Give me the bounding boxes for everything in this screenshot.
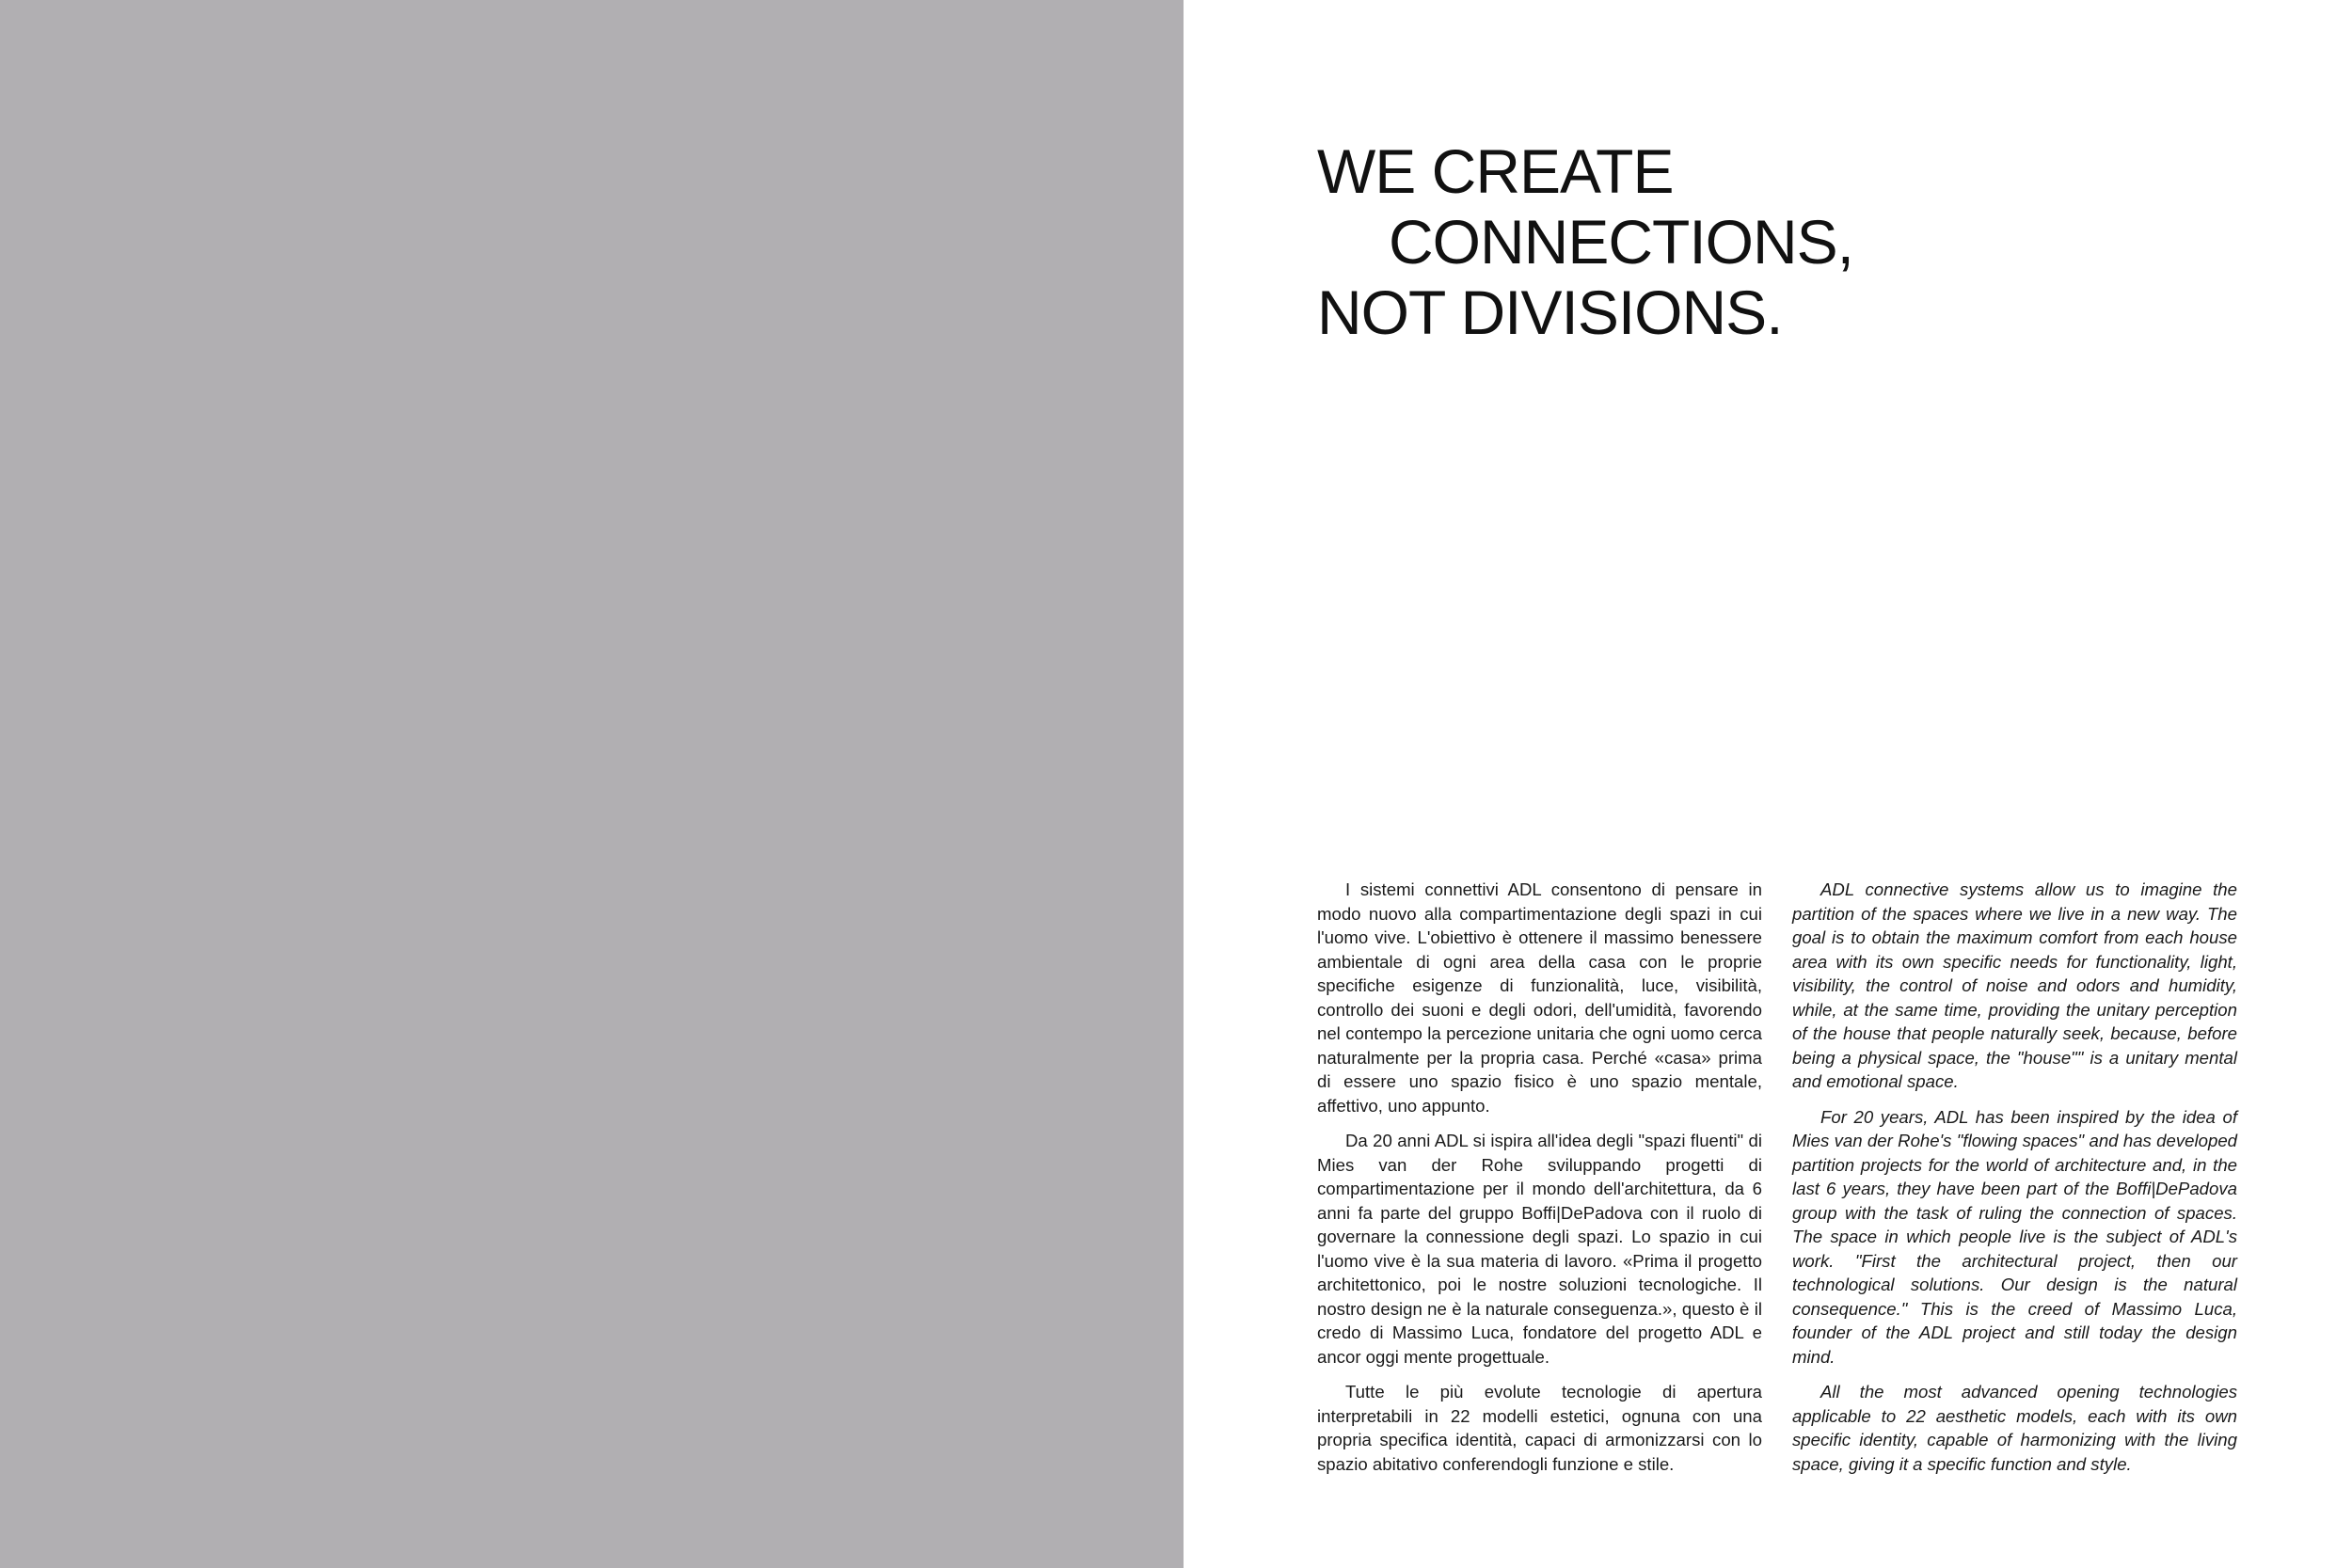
italian-paragraph-3: Tutte le più evolute tecnologie di apertura interpretabili in 22 modelli estetici, ognuna con una propria specifica identità, capaci di armonizzarsi con lo spazio abitativo conferendogli funzione e stile. (1317, 1382, 1762, 1474)
text-page (1184, 0, 2352, 1568)
english-paragraph-3: All the most advanced opening technologies applicable to 22 aesthetic models, each with its own specific identity, capable of harmonizing with the living space, giving it a specific function and style. (1792, 1382, 2237, 1474)
english-paragraph-2: For 20 years, ADL has been inspired by the idea of Mies van der Rohe's "flowing spaces" and has developed partition projects for the world of architecture and, in the last 6 years, they have been part of the Boffi|DePadova group with the task of ruling the connection of spaces. The space in which people live is the subject of ADL's work. "First the architectural project, then our technological solutions. Our design is the natural consequence." This is the creed of Massimo Luca, founder of the ADL project and still today the design mind. (1792, 1106, 2237, 1367)
english-column (1792, 878, 2237, 1487)
italian-paragraph-1: I sistemi connettivi ADL consentono di pensare in modo nuovo alla compartimentazione degli spazi in cui l'uomo vive. L'obiettivo è ottenere il massimo benessere ambientale di ogni area della casa con le proprie specifiche esigenze di funzionalità, luce, visibilità, controllo dei suoni e degli odori, dell'umidità, favorendo nel contempo la percezione unitaria che ogni uomo cerca naturalmente per la propria casa. Perché «casa» prima di essere uno spazio fisico è uno spazio mentale, affettivo, uno appunto. (1317, 879, 1762, 1116)
italian-paragraph-2: Da 20 anni ADL si ispira all'idea degli "spazi fluenti" di Mies van der Rohe sviluppando progetti di compartimentazione per il mondo dell'architettura, da 6 anni fa parte del gruppo Boffi|DePadova con il ruolo di governare la connessione degli spazi. Lo spazio in cui l'uomo vive è la sua materia di lavoro. «Prima il progetto architettonico, poi le nostre soluzioni tecnologiche. Il nostro design ne è la naturale conseguenza.», questo è il credo di Massimo Luca, fondatore del progetto ADL e ancor oggi mente progettuale. (1317, 1131, 1762, 1367)
headline (1317, 136, 1853, 348)
headline-line-1: WE CREATE (1317, 136, 1674, 206)
headline-line-3: NOT DIVISIONS. (1317, 277, 1783, 347)
headline-line-2: CONNECTIONS, (1389, 207, 1854, 277)
italian-column (1317, 878, 1762, 1487)
english-paragraph-1: ADL connective systems allow us to imagine the partition of the spaces where we live in a new way. The goal is to obtain the maximum comfort from each house area with its own specific needs for functionality, light, visibility, the control of noise and odors and humidity, while, at the same time, providing the unitary perception of the house that people naturally seek, because, before being a physical space, the "house"" is a unitary mental and emotional space. (1792, 879, 2237, 1091)
